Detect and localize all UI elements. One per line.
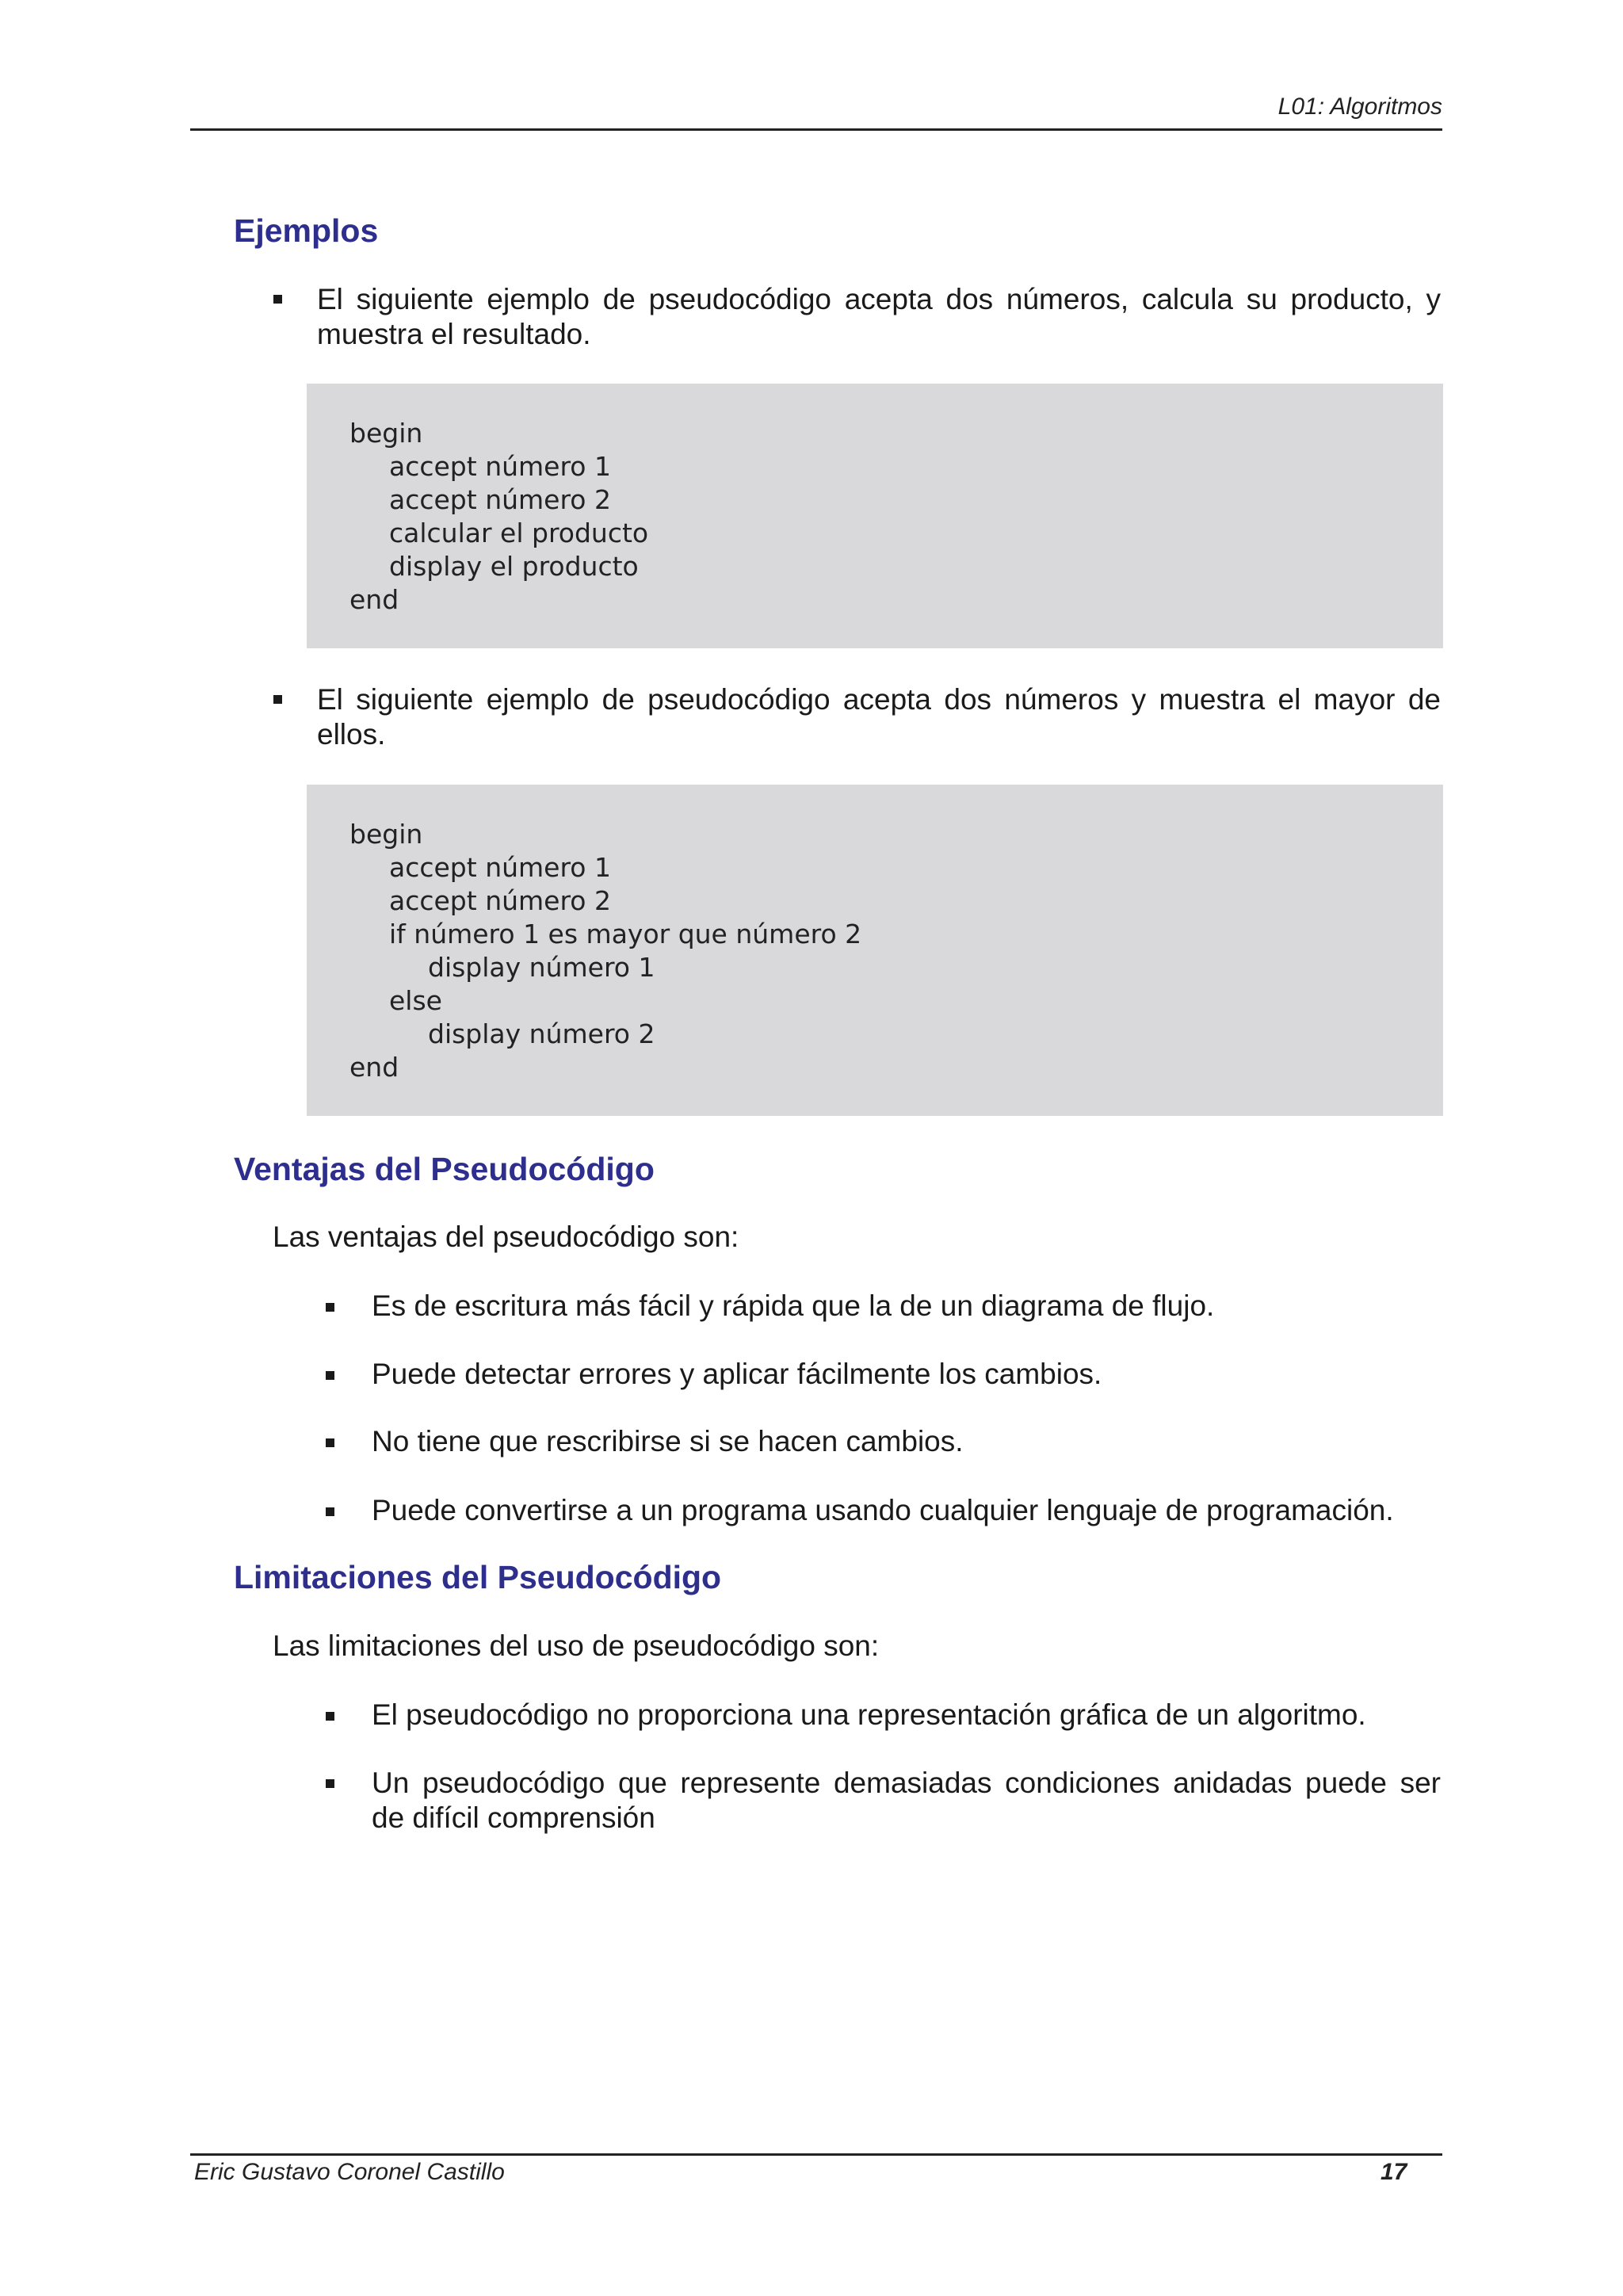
code-line: calcular el producto — [389, 518, 649, 548]
bullet-square-icon — [273, 695, 282, 704]
limitaciones-intro: Las limitaciones del uso de pseudocódigo son: — [273, 1629, 880, 1662]
code-line: end — [349, 1052, 399, 1083]
code-line: begin — [349, 819, 423, 850]
code-line: accept número 2 — [389, 885, 611, 916]
code-line: accept número 2 — [389, 484, 611, 515]
bullet-square-icon — [273, 295, 282, 304]
ventajas-item: No tiene que rescribirse si se hacen cambios. — [372, 1425, 964, 1457]
heading-ventajas: Ventajas del Pseudocódigo — [234, 1151, 655, 1187]
code-line: if número 1 es mayor que número 2 — [389, 919, 862, 949]
heading-limitaciones: Limitaciones del Pseudocódigo — [234, 1559, 722, 1595]
code-line: display número 2 — [428, 1018, 655, 1049]
code-line: else — [389, 985, 442, 1016]
ejemplo-item-1-text: El siguiente ejemplo de pseudocódigo acepta dos números, calcula su producto, y muestra el resultado. — [317, 283, 1441, 350]
ventajas-item: Es de escritura más fácil y rápida que la de un diagrama de flujo. — [372, 1289, 1215, 1322]
bullet-square-icon — [326, 1303, 334, 1312]
ventajas-item: Puede convertirse a un programa usando cualquier lenguaje de programación. — [372, 1494, 1394, 1526]
code-line: begin — [349, 418, 423, 449]
bullet-square-icon — [326, 1712, 334, 1721]
bullet-square-icon — [326, 1438, 334, 1447]
bullet-square-icon — [326, 1507, 334, 1516]
code-line: display número 1 — [428, 952, 655, 983]
code-line: accept número 1 — [389, 451, 611, 482]
page-number: 17 — [1381, 2159, 1407, 2185]
heading-ejemplos: Ejemplos — [234, 212, 379, 249]
code-block-1 — [307, 384, 1443, 648]
limitaciones-item: El pseudocódigo no proporciona una representación gráfica de un algoritmo. — [372, 1698, 1366, 1731]
footer-rule — [190, 2153, 1442, 2156]
footer-author: Eric Gustavo Coronel Castillo — [194, 2159, 505, 2185]
bullet-square-icon — [326, 1371, 334, 1380]
ventajas-intro: Las ventajas del pseudocódigo son: — [273, 1221, 739, 1253]
code-line: display el producto — [389, 551, 639, 582]
limitaciones-item: Un pseudocódigo que represente demasiadas condiciones anidadas puede ser de difícil comprensión — [372, 1767, 1441, 1834]
running-header-title: L01: Algoritmos — [1277, 94, 1442, 120]
code-line: end — [349, 584, 399, 615]
ventajas-item: Puede detectar errores y aplicar fácilmente los cambios. — [372, 1358, 1102, 1390]
code-block-2 — [307, 785, 1443, 1116]
ejemplo-item-2-text: El siguiente ejemplo de pseudocódigo acepta dos números y muestra el mayor de ellos. — [317, 683, 1441, 751]
code-line: accept número 1 — [389, 852, 611, 883]
header-rule — [190, 128, 1442, 131]
bullet-square-icon — [326, 1779, 334, 1788]
